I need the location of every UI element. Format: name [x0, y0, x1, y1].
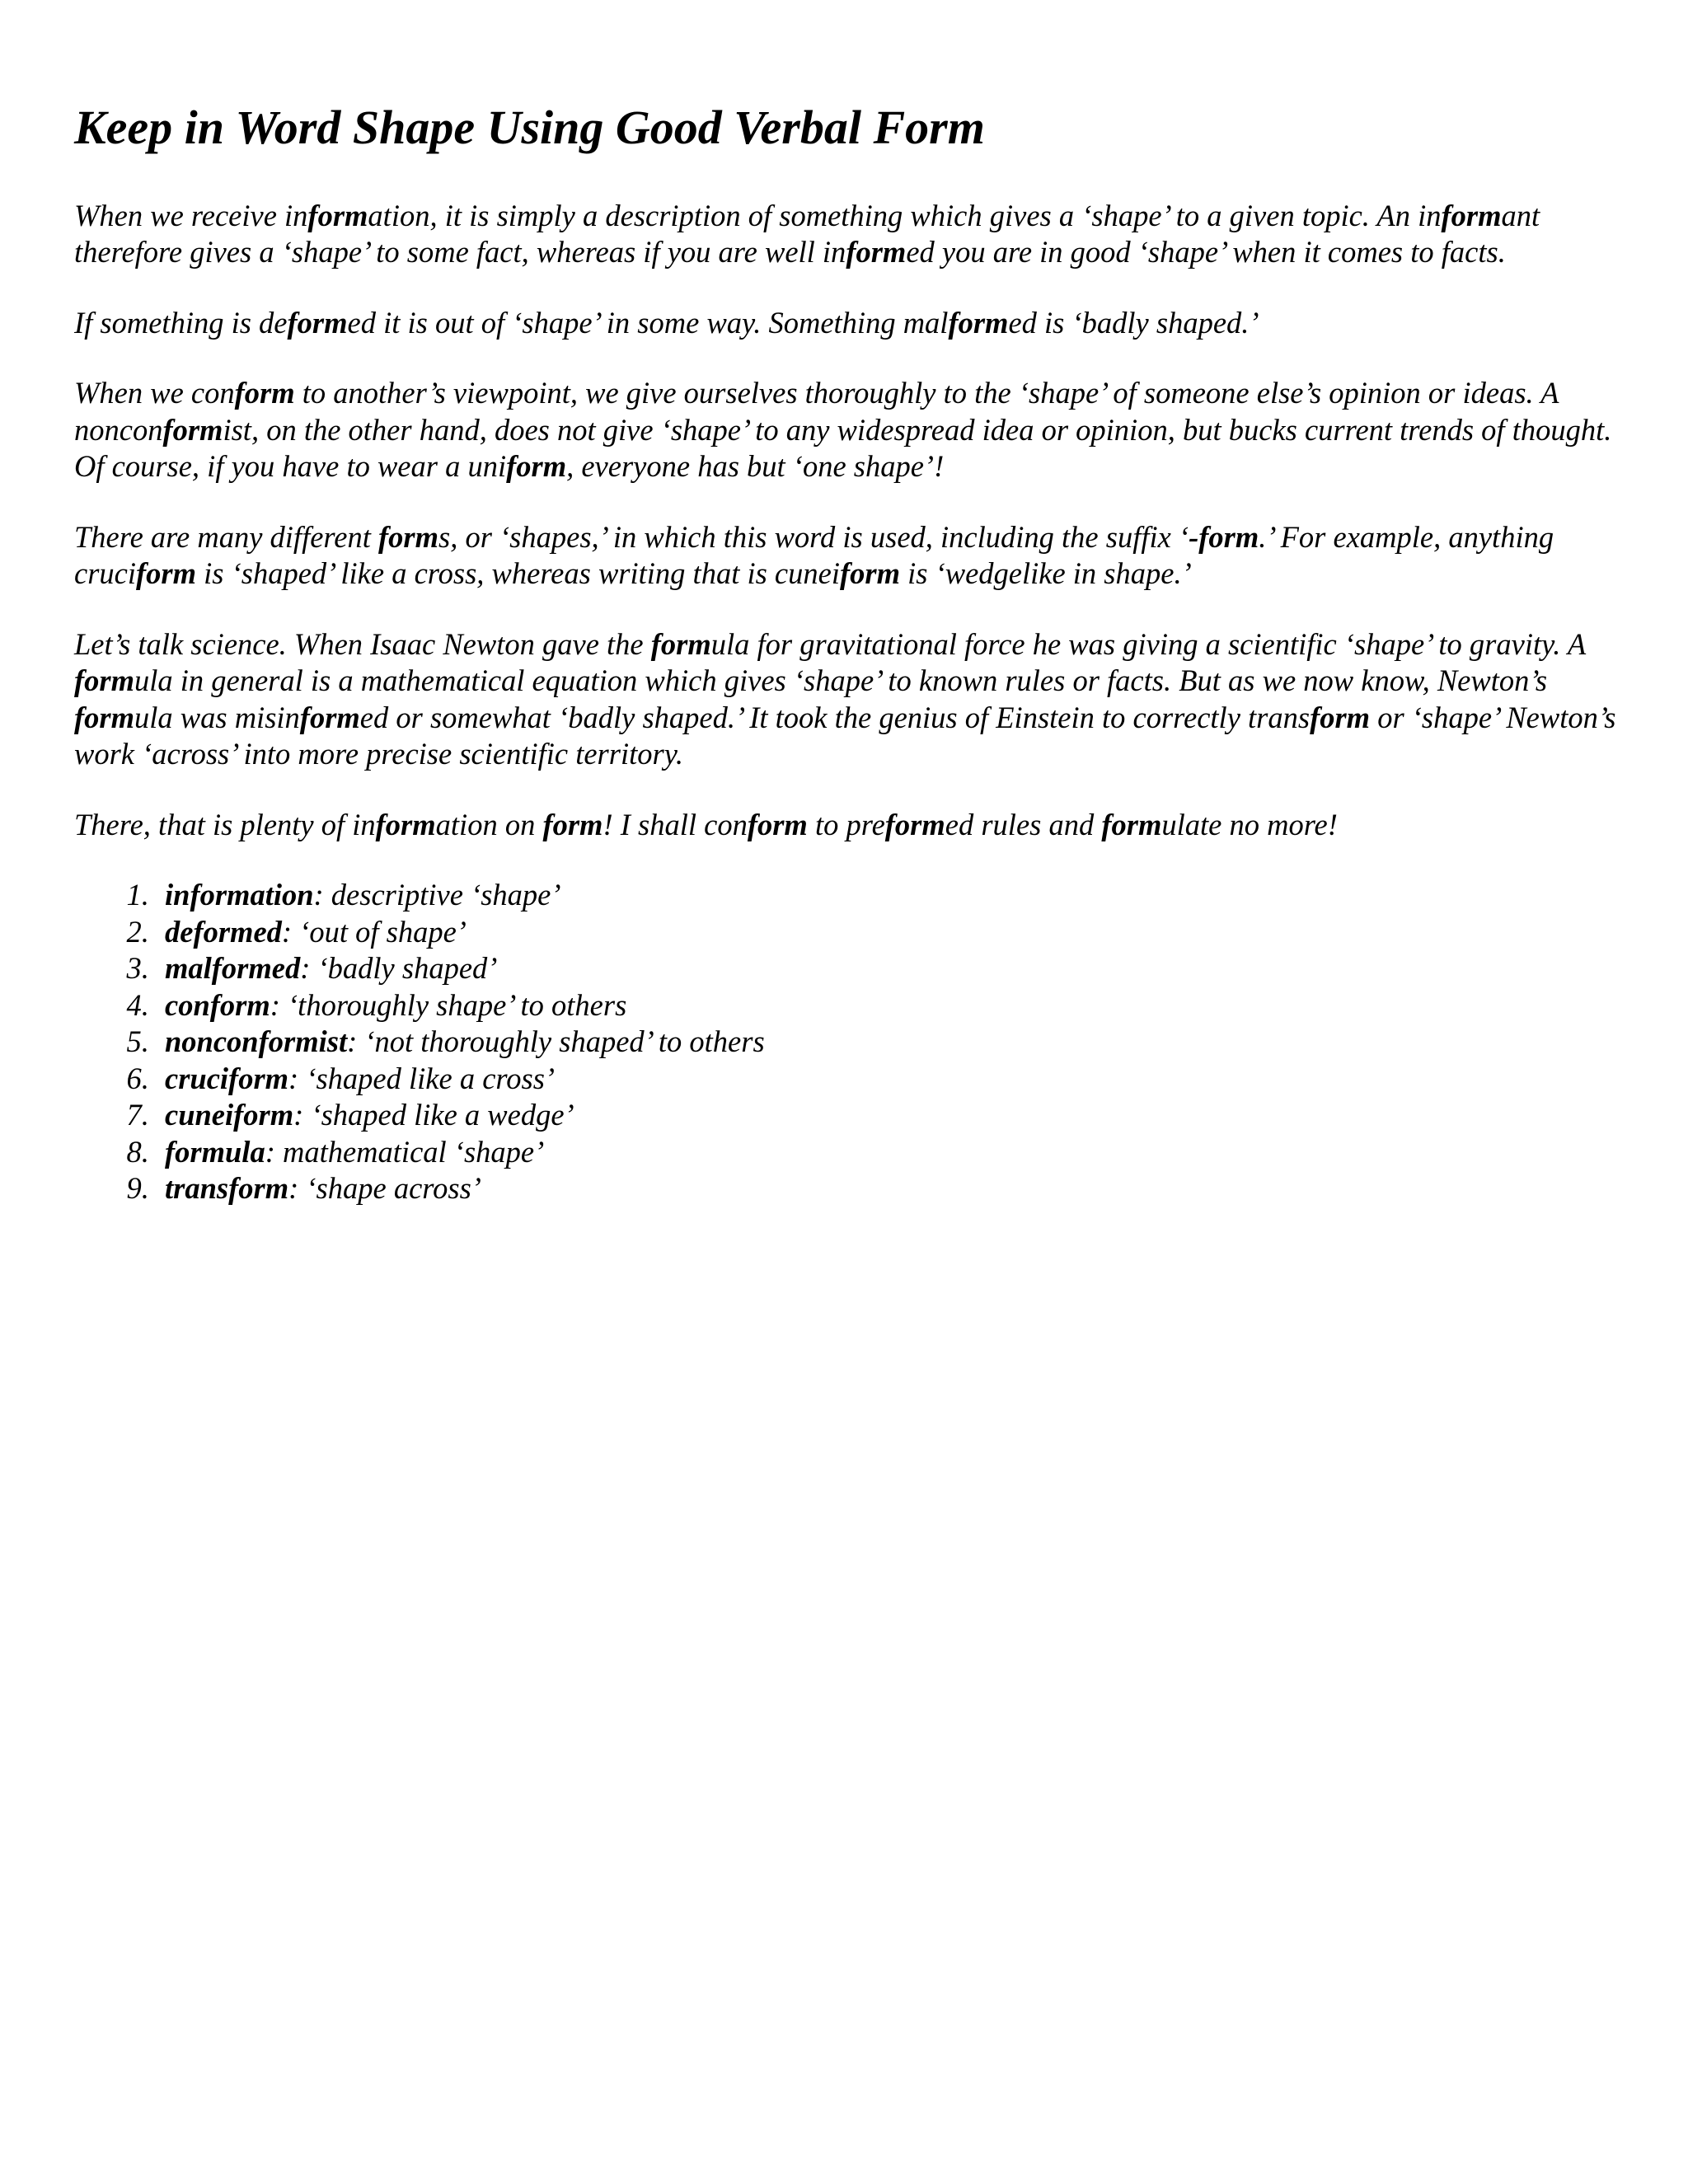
glossary-definition: : mathematical ‘shape’ [265, 1134, 545, 1169]
paragraph [74, 519, 1624, 593]
paragraph-text: Let’s talk science. When Isaac Newton gave the [74, 626, 651, 661]
glossary-item [157, 1170, 1624, 1207]
bold-root-text: form [650, 626, 711, 661]
paragraph-text: ed is ‘badly shaped.’ [1008, 305, 1259, 340]
bold-root-text: form [846, 235, 907, 269]
bold-root-text: form [234, 376, 295, 410]
paragraph-text: , everyone has but ‘one shape’! [566, 449, 945, 484]
document-page [74, 99, 1624, 1207]
paragraph [74, 626, 1624, 773]
paragraph [74, 305, 1624, 342]
bold-root-text: form [375, 807, 436, 841]
glossary-item [157, 914, 1624, 951]
paragraph-text: ation, it is simply a description of something which gives a ‘shape’ to a given topic. An in [368, 198, 1442, 232]
glossary-term: malformed [165, 951, 301, 986]
bold-root-text: form [136, 556, 196, 591]
glossary-definition: : ‘shape across’ [288, 1171, 481, 1206]
paragraph-text: ation on [435, 807, 543, 841]
glossary-term: cruciform [165, 1061, 289, 1095]
glossary-item [157, 877, 1624, 914]
glossary-term: cuneiform [165, 1098, 294, 1132]
bold-root-text: form [74, 663, 134, 698]
glossary-item [157, 1134, 1624, 1171]
bold-root-text: form [506, 449, 567, 484]
paragraph-text: or ‘shape’ Newton’s work ‘across’ into more precise scientific territory. [74, 700, 1616, 771]
paragraph [74, 807, 1624, 844]
paragraph-text: is ‘wedgelike in shape.’ [899, 556, 1192, 591]
paragraph [74, 198, 1624, 271]
paragraph-text: When we receive in [74, 198, 308, 232]
paragraph-text: ula in general is a mathematical equation which gives ‘shape’ to known rules or facts. But as we now know, Newton’s [134, 663, 1548, 698]
glossary-term: nonconformist [165, 1024, 348, 1059]
paragraph-text: ist, on the other hand, does not give ‘shape’ to any widespread idea or opinion, but bucks current trends of thought. Of course, if you have to wear a uni [74, 412, 1612, 484]
paragraph-text: .’ For example, anything cruci [74, 519, 1554, 591]
bold-root-text: -form [1189, 519, 1259, 554]
paragraph-text: ed rules and [945, 807, 1102, 841]
paragraph-text: to pre [807, 807, 885, 841]
bold-root-text: form [542, 807, 603, 841]
paragraph-text: ula for gravitational force he was giving a scientific ‘shape’ to gravity. A [710, 626, 1586, 661]
paragraph-text: ed you are in good ‘shape’ when it comes to facts. [906, 235, 1506, 269]
glossary-term: deformed [165, 914, 282, 949]
glossary-item [157, 1097, 1624, 1134]
glossary-term: conform [165, 987, 270, 1022]
paragraph-text: to another’s viewpoint, we give ourselves thoroughly to the ‘shape’ of someone else’s opinion or ideas. A noncon [74, 376, 1559, 447]
paragraph [74, 375, 1624, 485]
paragraph-text: s, or ‘shapes,’ in which this word is used, including the suffix ‘ [438, 519, 1189, 554]
paragraph-text: ant therefore gives a ‘shape’ to some fact, whereas if you are well in [74, 198, 1540, 269]
glossary-definition: : ‘not thoroughly shaped’ to others [347, 1024, 765, 1059]
bold-root-text: form [162, 412, 223, 447]
glossary-definition: : ‘badly shaped’ [300, 951, 498, 986]
bold-root-text: form [307, 198, 368, 232]
glossary-list [74, 877, 1624, 1207]
glossary-term: information [165, 878, 314, 912]
glossary-definition: : ‘shaped like a cross’ [288, 1061, 556, 1095]
bold-root-text: form [948, 305, 1009, 340]
bold-root-text: form [1310, 700, 1371, 734]
bold-root-text: form [74, 700, 134, 734]
paragraph-text: ulate no more! [1161, 807, 1338, 841]
paragraph-text: ula was misin [134, 700, 300, 734]
paragraph-text: When we con [74, 376, 235, 410]
bold-root-text: form [884, 807, 945, 841]
bold-root-text: form [1441, 198, 1502, 232]
paragraph-text: ed it is out of ‘shape’ in some way. Something mal [347, 305, 949, 340]
glossary-definition: : ‘shaped like a wedge’ [293, 1098, 574, 1132]
bold-root-text: form [377, 519, 438, 554]
glossary-term: transform [165, 1171, 289, 1206]
document-title: Keep in Word Shape Using Good Verbal Form [74, 101, 985, 154]
paragraph-text: If something is de [74, 305, 288, 340]
bold-root-text: form [287, 305, 348, 340]
glossary-item [157, 1024, 1624, 1061]
glossary-definition: : ‘thoroughly shape’ to others [270, 987, 627, 1022]
paragraph-text: There, that is plenty of in [74, 807, 376, 841]
glossary-definition: : ‘out of shape’ [281, 914, 467, 949]
paragraph-text: ! I shall con [603, 807, 748, 841]
bold-root-text: form [747, 807, 808, 841]
paragraph-text: is ‘shaped’ like a cross, whereas writing that is cunei [196, 556, 840, 591]
paragraph-text: There are many different [74, 519, 378, 554]
glossary-term: formula [165, 1134, 265, 1169]
document-body [74, 198, 1624, 844]
glossary-item [157, 950, 1624, 987]
glossary-item [157, 1061, 1624, 1098]
glossary-item [157, 987, 1624, 1024]
glossary-definition: : descriptive ‘shape’ [313, 878, 561, 912]
bold-root-text: form [1101, 807, 1162, 841]
bold-root-text: form [839, 556, 900, 591]
paragraph-text: ed or somewhat ‘badly shaped.’ It took the genius of Einstein to correctly trans [359, 700, 1311, 734]
bold-root-text: form [299, 700, 360, 734]
